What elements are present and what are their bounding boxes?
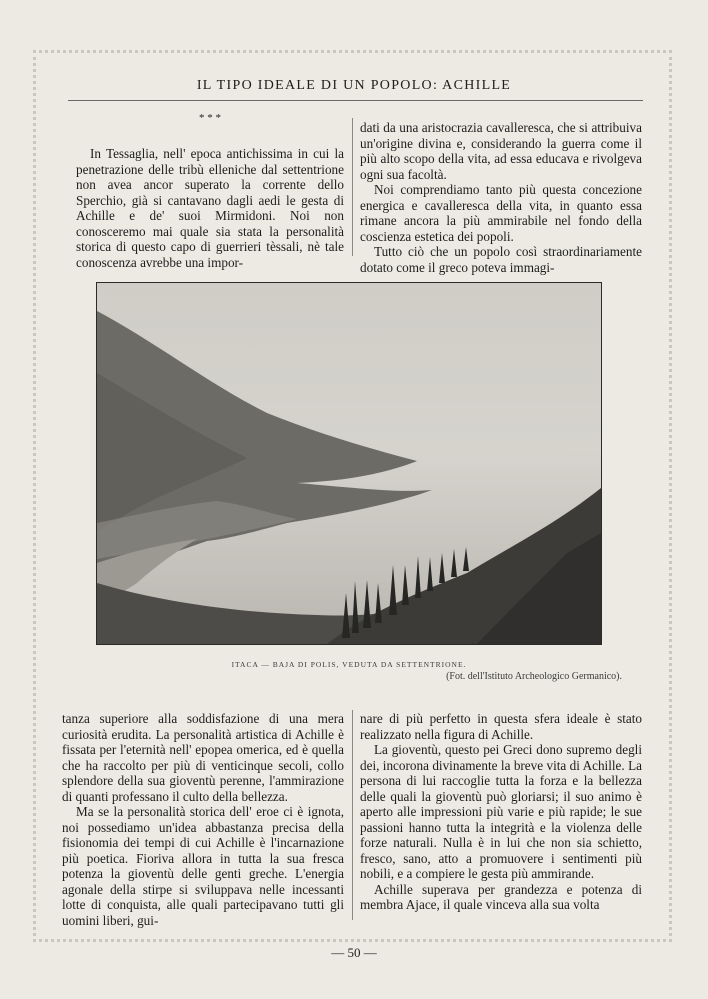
paragraph: dati da una aristocrazia cavalleresca, che si attribuiva un'origine divina e, considerando la guerra come il più alto scopo della vita, ad essa educava e rivolgeva ogni sua facoltà. [360, 120, 642, 182]
top-left-column [76, 112, 344, 270]
figure-caption: ITACA — BAJA DI POLIS, VEDUTA DA SETTENTRIONE. [231, 660, 467, 669]
paragraph: La gioventù, questo pei Greci dono supremo degli dei, incorona divinamente la breve vita di Achille. La persona di lui raccoglie tutta la forza e la bellezza delle quali la gioventù può gloriarsi; il suo animo è aperto alle impressioni più varie e più rapide; le sue passioni hanno tutta la integrità e la violenza delle forze naturali. Nulla è in lui che non sia schietto, fresco, sano, atto a promuovere i sentimenti più nobili, e a compiere le gesta più ammirande. [360, 742, 642, 881]
paragraph: Noi comprendiamo tanto più questa concezione energica e cavalleresca della vita, in quanto essa rimane ancora la più ammirabile nel fondo della coscienza estetica dei popoli. [360, 182, 642, 244]
paragraph: Ma se la personalità storica dell' eroe ci è ignota, noi possediamo un'idea abbastanza precisa della fisionomia dei tempi di cui Achille è l'incarnazione più poetica. Fioriva allora in tutta la sua fresca potenza la gioventù delle genti greche. L'energia agonale della stirpe si sviluppava nelle incessanti lotte di conquista, alle quali partecipavano tutti gli uomini liberi, gui- [62, 804, 344, 928]
header-rule [68, 100, 643, 101]
paragraph: In Tessaglia, nell' epoca antichissima in cui la penetrazione delle tribù elleniche dal settentrione non avea ancor superato la corrente dello Sperchio, già si cantavano dagli aedi le gesta di Achille e de' suoi Mirmidoni. Noi non conosceremo mai quale sia stata la personalità storica di questo capo di guerrieri tèssali, nè tale conoscenza avrebbe una impor- [76, 146, 344, 270]
page-number: — 50 — [331, 945, 377, 960]
top-right-column [360, 120, 642, 275]
column-divider [352, 118, 353, 256]
paragraph: tanza superiore alla soddisfazione di una mera curiosità erudita. La personalità artistica di Achille è fissata per l'eternità nell' epopea omerica, ed è quella che ha raccolto per più di venticinque secoli, collo splendore della sua gioventù perenne, l'ammirazione di quanti professano il culto della bellezza. [62, 711, 344, 804]
photograph-bay-of-polis [96, 282, 602, 645]
paragraph: Tutto ciò che un popolo così straordinariamente dotato come il greco poteva immagi- [360, 244, 642, 275]
bottom-right-column [360, 711, 642, 913]
paragraph: nare di più perfetto in questa sfera ideale è stato realizzato nella figura di Achille. [360, 711, 642, 742]
landscape-illustration [97, 283, 601, 644]
asterism: * * * [199, 112, 221, 124]
bottom-left-column [62, 711, 344, 928]
running-head: IL TIPO IDEALE DI UN POPOLO: ACHILLE [196, 78, 512, 93]
paragraph: Achille superava per grandezza e potenza di membra Ajace, il quale vinceva alla sua volta [360, 881, 642, 912]
photo-credit: (Fot. dell'Istituto Archeologico Germanico). [446, 671, 622, 682]
column-divider [352, 710, 353, 920]
